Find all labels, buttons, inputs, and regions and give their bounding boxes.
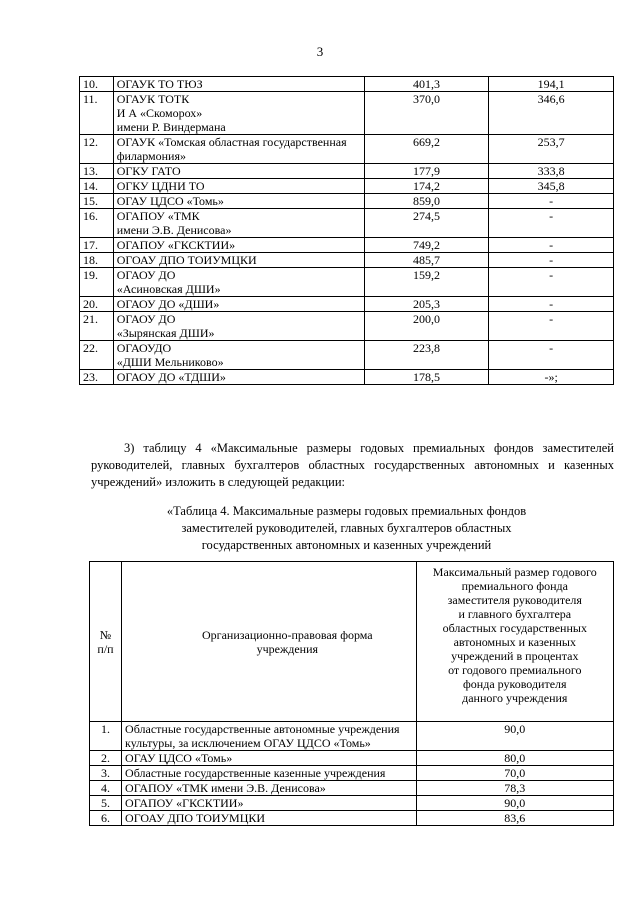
header-max-size: Максимальный размер годового премиального фонда заместителя руководителя и главного бухгалтера областных государственных автономных и казенных учреждений в процентах от годового премиального фонда руководителя данного учреждения bbox=[416, 562, 613, 722]
institution-name: ОГАУК ТО ТЮЗ bbox=[113, 77, 364, 92]
table-row bbox=[80, 209, 614, 238]
table-row bbox=[90, 722, 614, 751]
row-number: 3. bbox=[90, 766, 122, 781]
value-col-2: 346,6 bbox=[489, 92, 614, 135]
value-col-1: 485,7 bbox=[364, 253, 489, 268]
value-col-2: - bbox=[489, 238, 614, 253]
value-col-1: 177,9 bbox=[364, 164, 489, 179]
value-col-2: - bbox=[489, 253, 614, 268]
header-org-form: Организационно-правовая форма учреждения bbox=[122, 562, 417, 722]
institution-name: ОГАОУ ДО «Асиновская ДШИ» bbox=[113, 268, 364, 297]
value-col-1: 174,2 bbox=[364, 179, 489, 194]
value-col-1: 159,2 bbox=[364, 268, 489, 297]
row-number: 2. bbox=[90, 751, 122, 766]
institution-name: ОГАПОУ «ГКСКТИИ» bbox=[113, 238, 364, 253]
row-number: 4. bbox=[90, 781, 122, 796]
value-col-2: 345,8 bbox=[489, 179, 614, 194]
table4-deputy-premium-funds bbox=[89, 561, 614, 826]
value-col-1: 859,0 bbox=[364, 194, 489, 209]
table-row bbox=[80, 312, 614, 341]
max-percent: 80,0 bbox=[416, 751, 613, 766]
institution-name: ОГАОУ ДО «ТДШИ» bbox=[113, 370, 364, 385]
table-row bbox=[90, 811, 614, 826]
value-col-1: 178,5 bbox=[364, 370, 489, 385]
org-form: Областные государственные автономные учреждения культуры, за исключением ОГАУ ЦДСО «Томь» bbox=[122, 722, 417, 751]
org-form: Областные государственные казенные учреждения bbox=[122, 766, 417, 781]
value-col-2: 333,8 bbox=[489, 164, 614, 179]
value-col-2: - bbox=[489, 268, 614, 297]
row-number: 21. bbox=[80, 312, 114, 341]
header-number: № п/п bbox=[90, 562, 122, 722]
institution-name: ОГАУ ЦДСО «Томь» bbox=[113, 194, 364, 209]
table-row bbox=[80, 268, 614, 297]
table-row bbox=[80, 135, 614, 164]
value-col-2: 253,7 bbox=[489, 135, 614, 164]
value-col-1: 370,0 bbox=[364, 92, 489, 135]
row-number: 10. bbox=[80, 77, 114, 92]
table-row bbox=[80, 253, 614, 268]
table-row bbox=[80, 179, 614, 194]
table-row bbox=[80, 194, 614, 209]
value-col-2: -»; bbox=[489, 370, 614, 385]
page-number: 3 bbox=[316, 44, 324, 59]
institution-name: ОГАУК «Томская областная государственная филармония» bbox=[113, 135, 364, 164]
row-number: 19. bbox=[80, 268, 114, 297]
value-col-1: 200,0 bbox=[364, 312, 489, 341]
value-col-1: 669,2 bbox=[364, 135, 489, 164]
table-row bbox=[90, 796, 614, 811]
max-percent: 83,6 bbox=[416, 811, 613, 826]
row-number: 23. bbox=[80, 370, 114, 385]
row-number: 13. bbox=[80, 164, 114, 179]
row-number: 14. bbox=[80, 179, 114, 194]
value-col-2: - bbox=[489, 297, 614, 312]
table-row bbox=[80, 77, 614, 92]
institution-name: ОГАОУДО «ДШИ Мельниково» bbox=[113, 341, 364, 370]
value-col-1: 223,8 bbox=[364, 341, 489, 370]
table-row bbox=[80, 370, 614, 385]
org-form: ОГАУ ЦДСО «Томь» bbox=[122, 751, 417, 766]
row-number: 12. bbox=[80, 135, 114, 164]
amendment-paragraph: 3) таблицу 4 «Максимальные размеры годовых премиальных фондов заместителей руководителей, главных бухгалтеров областных государственных автономных и казенных учреждений» изложить в следующей редакции: bbox=[91, 441, 614, 489]
institution-name: ОГОАУ ДПО ТОИУМЦКИ bbox=[113, 253, 364, 268]
row-number: 22. bbox=[80, 341, 114, 370]
value-col-1: 401,3 bbox=[364, 77, 489, 92]
row-number: 20. bbox=[80, 297, 114, 312]
table4-caption: «Таблица 4. Максимальные размеры годовых премиальных фондов заместителей руководителей, главных бухгалтеров областных государственных автономных и казенных учреждений bbox=[166, 504, 527, 552]
org-form: ОГОАУ ДПО ТОИУМЦКИ bbox=[122, 811, 417, 826]
table-header-row bbox=[90, 562, 614, 722]
value-col-2: - bbox=[489, 312, 614, 341]
row-number: 5. bbox=[90, 796, 122, 811]
value-col-2: - bbox=[489, 341, 614, 370]
table-row bbox=[80, 164, 614, 179]
institution-name: ОГАОУ ДО «Зырянская ДШИ» bbox=[113, 312, 364, 341]
institution-name: ОГКУ ЦДНИ ТО bbox=[113, 179, 364, 194]
max-percent: 90,0 bbox=[416, 722, 613, 751]
value-col-2: 194,1 bbox=[489, 77, 614, 92]
org-form: ОГАПОУ «ГКСКТИИ» bbox=[122, 796, 417, 811]
row-number: 6. bbox=[90, 811, 122, 826]
value-col-1: 274,5 bbox=[364, 209, 489, 238]
table-row bbox=[80, 297, 614, 312]
institution-name: ОГАПОУ «ТМК имени Э.В. Денисова» bbox=[113, 209, 364, 238]
value-col-2: - bbox=[489, 194, 614, 209]
row-number: 11. bbox=[80, 92, 114, 135]
table-row bbox=[80, 341, 614, 370]
table-row bbox=[80, 238, 614, 253]
row-number: 1. bbox=[90, 722, 122, 751]
table-row bbox=[80, 92, 614, 135]
table-row bbox=[90, 751, 614, 766]
value-col-1: 749,2 bbox=[364, 238, 489, 253]
org-form: ОГАПОУ «ТМК имени Э.В. Денисова» bbox=[122, 781, 417, 796]
value-col-1: 205,3 bbox=[364, 297, 489, 312]
institution-name: ОГАОУ ДО «ДШИ» bbox=[113, 297, 364, 312]
row-number: 17. bbox=[80, 238, 114, 253]
table-premium-funds-continued bbox=[79, 76, 614, 385]
max-percent: 90,0 bbox=[416, 796, 613, 811]
row-number: 15. bbox=[80, 194, 114, 209]
table-row bbox=[90, 766, 614, 781]
institution-name: ОГАУК ТОТК И А «Скоморох» имени Р. Виндермана bbox=[113, 92, 364, 135]
row-number: 16. bbox=[80, 209, 114, 238]
table-row bbox=[90, 781, 614, 796]
max-percent: 70,0 bbox=[416, 766, 613, 781]
row-number: 18. bbox=[80, 253, 114, 268]
institution-name: ОГКУ ГАТО bbox=[113, 164, 364, 179]
max-percent: 78,3 bbox=[416, 781, 613, 796]
value-col-2: - bbox=[489, 209, 614, 238]
